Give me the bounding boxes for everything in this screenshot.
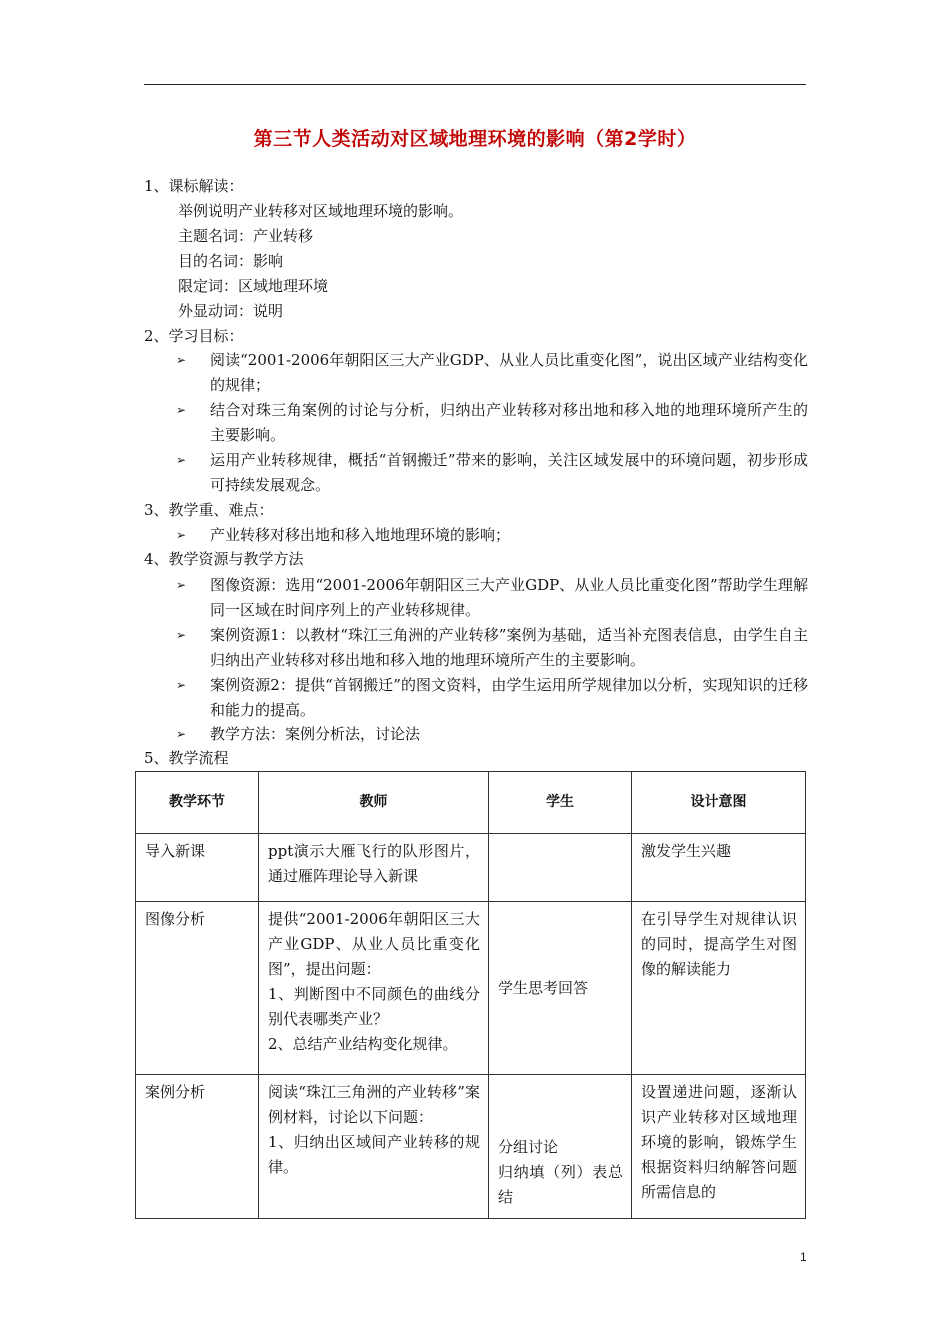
column-header: 教师 xyxy=(259,772,489,834)
standard-line: 限定词：区域地理环境 xyxy=(178,277,329,295)
section-5-heading: 5、教学流程 xyxy=(144,749,229,767)
arrow-bullet-icon: ➢ xyxy=(176,578,187,592)
key-point-item: 产业转移对移出地和移入地地理环境的影响； xyxy=(210,526,511,544)
section-1-heading: 1、课标解读： xyxy=(144,177,244,195)
objective-item: 阅读“2001-2006年朝阳区三大产业GDP、从业人员比重变化图”，说出区域产业结构变化的规律； xyxy=(210,351,808,394)
stage-cell: 导入新课 xyxy=(136,834,259,902)
section-2-heading: 2、学习目标： xyxy=(144,327,244,345)
student-cell: 分组讨论 归纳填（列）表总结 xyxy=(489,1075,632,1219)
standard-line: 目的名词：影响 xyxy=(178,252,284,270)
section-3-heading: 3、教学重、难点： xyxy=(144,501,274,519)
document-title: 第三节人类活动对区域地理环境的影响（第2学时） xyxy=(253,128,697,150)
table-row xyxy=(136,1075,806,1219)
arrow-bullet-icon: ➢ xyxy=(176,353,187,367)
standard-line: 外显动词：说明 xyxy=(178,302,284,320)
arrow-bullet-icon: ➢ xyxy=(176,678,187,692)
arrow-bullet-icon: ➢ xyxy=(176,628,187,642)
stage-cell: 案例分析 xyxy=(136,1075,259,1219)
table-row xyxy=(136,834,806,902)
column-header: 学生 xyxy=(489,772,632,834)
teacher-cell: ppt演示大雁飞行的队形图片，通过雁阵理论导入新课 xyxy=(259,834,489,902)
intent-cell: 在引导学生对规律认识的同时，提高学生对图像的解读能力 xyxy=(632,902,806,1075)
teacher-cell: 提供“2001-2006年朝阳区三大产业GDP、从业人员比重变化图”，提出问题： 1、判断图中不同颜色的曲线分别代表哪类产业？ 2、总结产业结构变化规律。 xyxy=(259,902,489,1075)
standard-line: 举例说明产业转移对区域地理环境的影响。 xyxy=(178,202,464,220)
arrow-bullet-icon: ➢ xyxy=(176,403,187,417)
header-rule xyxy=(144,84,806,85)
table-row xyxy=(136,902,806,1075)
resource-item: 教学方法：案例分析法，讨论法 xyxy=(210,725,421,743)
resource-item: 案例资源1：以教材“珠江三角洲的产业转移”案例为基础，适当补充图表信息，由学生自主归纳出产业转移对移出地和移入地的地理环境所产生的主要影响。 xyxy=(210,626,808,669)
standard-line: 主题名词：产业转移 xyxy=(178,227,314,245)
objective-item: 运用产业转移规律，概括“首钢搬迁”带来的影响，关注区域发展中的环境问题，初步形成可持续发展观念。 xyxy=(210,451,808,494)
student-cell xyxy=(489,834,632,902)
arrow-bullet-icon: ➢ xyxy=(176,727,187,741)
column-header: 设计意图 xyxy=(632,772,806,834)
objective-item: 结合对珠三角案例的讨论与分析，归纳出产业转移对移出地和移入地的地理环境所产生的主要影响。 xyxy=(210,401,808,444)
table-header-row xyxy=(136,772,806,834)
stage-cell: 图像分析 xyxy=(136,902,259,1075)
teaching-flow-table xyxy=(135,771,806,1219)
column-header: 教学环节 xyxy=(136,772,259,834)
arrow-bullet-icon: ➢ xyxy=(176,528,187,542)
intent-cell: 设置递进问题，逐渐认识产业转移对区域地理环境的影响，锻炼学生根据资料归纳解答问题所需信息的 xyxy=(632,1075,806,1219)
teacher-cell: 阅读“珠江三角洲的产业转移”案例材料，讨论以下问题： 1、归纳出区域间产业转移的规律。 xyxy=(259,1075,489,1219)
intent-cell: 激发学生兴趣 xyxy=(632,834,806,902)
section-4-heading: 4、教学资源与教学方法 xyxy=(144,550,304,568)
arrow-bullet-icon: ➢ xyxy=(176,453,187,467)
resource-item: 案例资源2：提供“首钢搬迁”的图文资料，由学生运用所学规律加以分析，实现知识的迁移和能力的提高。 xyxy=(210,676,808,719)
resource-item: 图像资源：选用“2001-2006年朝阳区三大产业GDP、从业人员比重变化图”帮助学生理解同一区域在时间序列上的产业转移规律。 xyxy=(210,576,808,619)
page-number: 1 xyxy=(800,1250,807,1264)
student-cell: 学生思考回答 xyxy=(489,902,632,1075)
